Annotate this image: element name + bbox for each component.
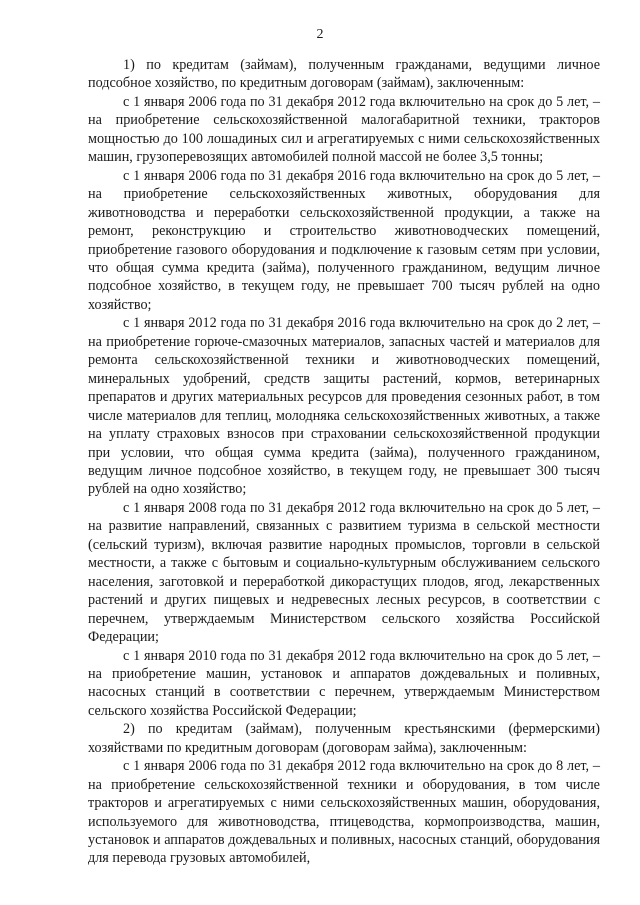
document-body [88, 56, 600, 868]
paragraph-1: 1) по кредитам (займам), полученным гражданами, ведущими личное подсобное хозяйство, по кредитным договорам (займам), заключенным: [88, 57, 600, 92]
paragraph-8: с 1 января 2006 года по 31 декабря 2012 года включительно на срок до 8 лет, – на приобретение сельскохозяйственной техники и оборудования, в том числе тракторов и агрегатируемых с ними сельскохозяйственных машин, оборудования, используемого для животноводства, птицеводства, кормопроизводства, машин, установок и аппаратов дождевальных и поливных, насосных станций, оборудования для перевода грузовых автомобилей, [88, 758, 600, 867]
paragraph-6: с 1 января 2010 года по 31 декабря 2012 года включительно на срок до 5 лет, – на приобретение машин, установок и аппаратов дождевальных и поливных, насосных станций в соответствии с перечнем, утверждаемым Министерством сельского хозяйства Российской Федерации; [88, 647, 600, 719]
paragraph-3: с 1 января 2006 года по 31 декабря 2016 года включительно на срок до 5 лет, – на приобретение сельскохозяйственных животных, оборудования для животноводства и переработки сельскохозяйственной продукции, а также на ремонт, реконструкцию и строительство животноводческих помещений, приобретение газового оборудования и подключение к газовым сетям при условии, что общая сумма кредита (займа), полученного гражданином, ведущим личное подсобное хозяйство, в текущем году, не превышает 700 тысяч рублей на одно хозяйство; [88, 167, 600, 313]
paragraph-4: с 1 января 2012 года по 31 декабря 2016 года включительно на срок до 2 лет, – на приобретение горюче-смазочных материалов, запасных частей и материалов для ремонта сельскохозяйственной техники и животноводческих помещений, минеральных удобрений, средств защиты растений, кормов, ветеринарных препаратов и других материальных ресурсов для проведения сезонных работ, в том числе материалов для теплиц, молодняка сельскохозяйственных животных, а также на уплату страховых взносов при страховании сельскохозяйственной продукции при условии, что общая сумма кредита (займа), полученного гражданином, ведущим личное подсобное хозяйство, в текущем году, не превышает 300 тысяч рублей на одно хозяйство; [88, 315, 600, 498]
paragraph-2: с 1 января 2006 года по 31 декабря 2012 года включительно на срок до 5 лет, – на приобретение сельскохозяйственной малогабаритной техники, тракторов мощностью до 100 лошадиных сил и агрегатируемых с ними сельскохозяйственных машин, грузоперевозящих автомобилей полной массой не более 3,5 тонны; [88, 93, 600, 166]
page-number: 2 [316, 27, 324, 42]
paragraph-5: с 1 января 2008 года по 31 декабря 2012 года включительно на срок до 5 лет, – на развитие направлений, связанных с развитием туризма в сельской местности (сельский туризм), включая развитие народных промыслов, торговли в сельской местности, а также с бытовым и социально-культурным обслуживанием сельского населения, заготовкой и переработкой дикорастущих плодов, ягод, лекарственных растений и других пищевых и недревесных лесных ресурсов, в соответствии с перечнем, утверждаемым Министерством сельского хозяйства Российской Федерации; [88, 499, 600, 646]
paragraph-7: 2) по кредитам (займам), полученным крестьянскими (фермерскими) хозяйствами по кредитным договорам (договорам займа), заключенным: [88, 721, 600, 756]
